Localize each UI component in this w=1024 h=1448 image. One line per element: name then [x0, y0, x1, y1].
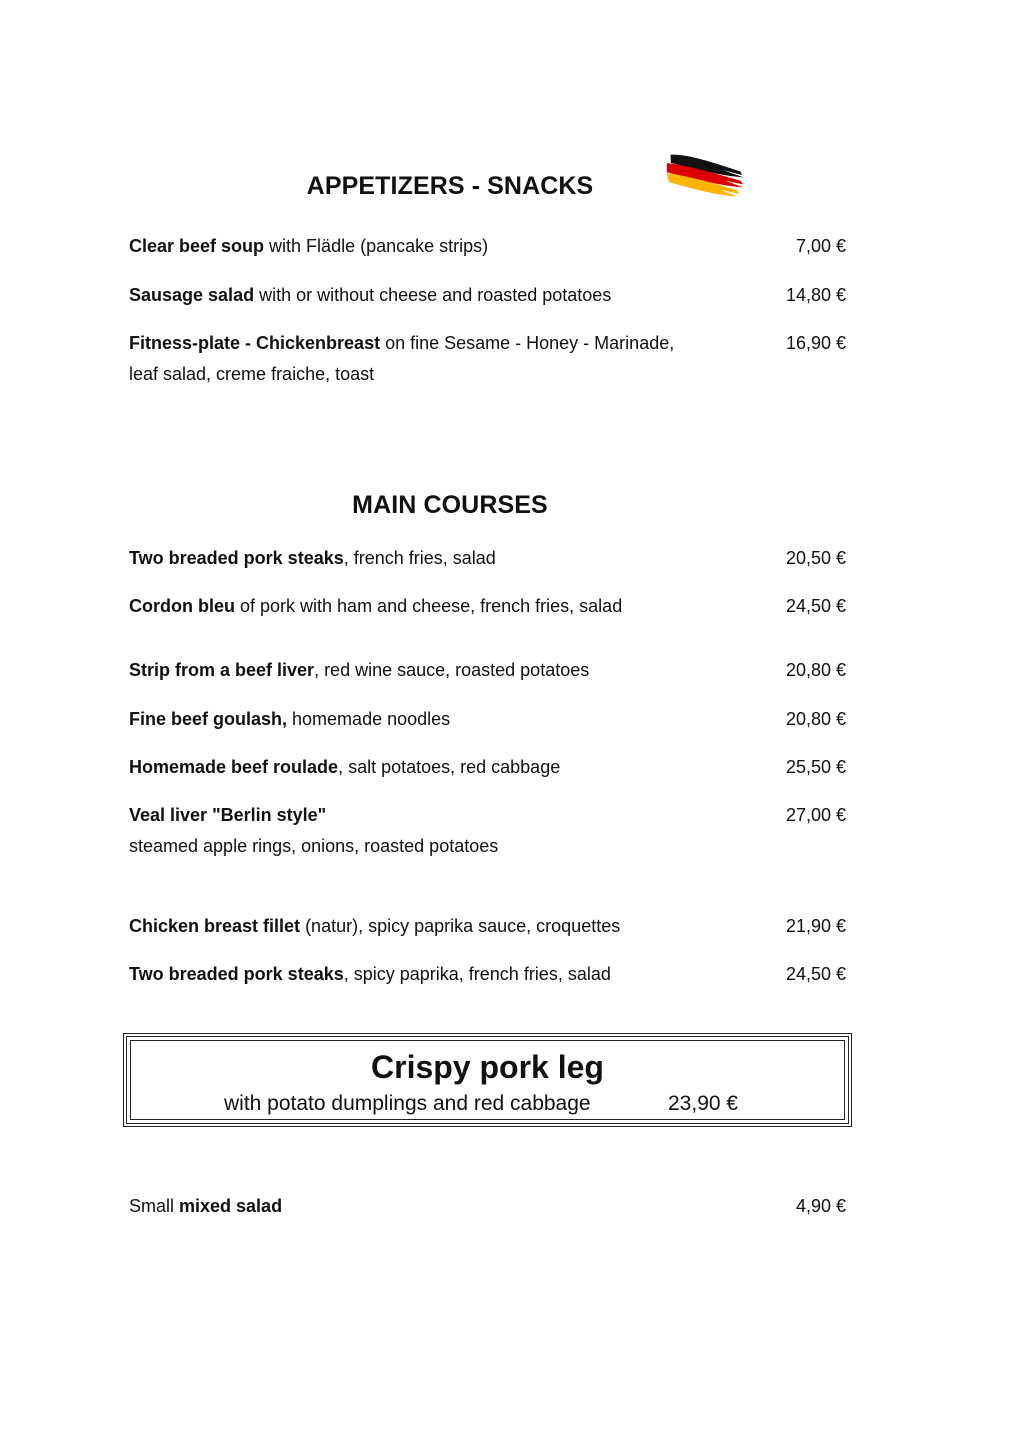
menu-item	[129, 704, 846, 735]
german-flag-icon	[660, 152, 746, 208]
item-price: 24,50 €	[785, 596, 846, 616]
item-name: Fitness-plate - Chickenbreast	[129, 333, 381, 353]
item-description: (natur), spicy paprika sauce, croquettes	[300, 916, 621, 936]
item-price: 27,00 €	[785, 805, 846, 825]
item-price: 16,90 €	[785, 333, 846, 353]
item-price: 7,00 €	[795, 236, 846, 256]
menu-item	[129, 543, 846, 574]
item-price: 24,50 €	[785, 964, 846, 984]
special-item-description: with potato dumplings and red cabbage	[224, 1092, 591, 1115]
menu-item	[129, 911, 846, 942]
item-price: 20,50 €	[785, 548, 846, 568]
menu-item	[129, 959, 846, 990]
item-description: , french fries, salad	[343, 548, 496, 568]
menu-item	[129, 800, 846, 862]
item-name: Strip from a beef liver	[129, 660, 315, 680]
special-item-title: Crispy pork leg	[371, 1049, 604, 1085]
item-price: 20,80 €	[785, 660, 846, 680]
item-description: of pork with ham and cheese, french fries, salad	[235, 596, 623, 616]
item-price: 25,50 €	[785, 757, 846, 777]
item-description: with Flädle (pancake strips)	[264, 236, 489, 256]
item-name: Sausage salad	[129, 285, 255, 305]
item-prefix: Small	[129, 1196, 180, 1216]
item-price: 21,90 €	[785, 916, 846, 936]
item-description: on fine Sesame - Honey - Marinade,	[380, 333, 675, 353]
section-title-main-courses: MAIN COURSES	[352, 491, 548, 519]
special-item-box	[123, 1033, 852, 1127]
item-price: 20,80 €	[785, 709, 846, 729]
item-name: Veal liver "Berlin style"	[129, 805, 327, 825]
menu-item	[129, 280, 846, 311]
item-description: , spicy paprika, french fries, salad	[343, 964, 611, 984]
item-price: 14,80 €	[785, 285, 846, 305]
item-name: Homemade beef roulade	[129, 757, 339, 777]
item-name: Chicken breast fillet	[129, 916, 301, 936]
item-name: Clear beef soup	[129, 236, 265, 256]
menu-item	[129, 655, 846, 686]
item-name: mixed salad	[179, 1196, 283, 1216]
item-description: homemade noodles	[287, 709, 451, 729]
item-name: Fine beef goulash,	[129, 709, 288, 729]
item-price: 4,90 €	[795, 1196, 846, 1216]
menu-item	[129, 231, 846, 262]
item-description: , red wine sauce, roasted potatoes	[314, 660, 590, 680]
item-name: Cordon bleu	[129, 596, 235, 616]
special-item-inner-border	[130, 1040, 845, 1120]
item-description: with or without cheese and roasted potatoes	[254, 285, 612, 305]
item-name: Two breaded pork steaks	[129, 964, 344, 984]
special-item-price: 23,90 €	[668, 1092, 739, 1115]
menu-item-side	[129, 1191, 846, 1222]
menu-item	[129, 752, 846, 783]
item-description-line2: steamed apple rings, onions, roasted potatoes	[129, 836, 499, 856]
menu-item	[129, 591, 846, 622]
item-description: , salt potatoes, red cabbage	[338, 757, 561, 777]
menu-item	[129, 328, 846, 390]
section-title-appetizers: APPETIZERS - SNACKS	[306, 172, 594, 200]
item-description-line2: leaf salad, creme fraiche, toast	[129, 364, 375, 384]
item-name: Two breaded pork steaks	[129, 548, 344, 568]
